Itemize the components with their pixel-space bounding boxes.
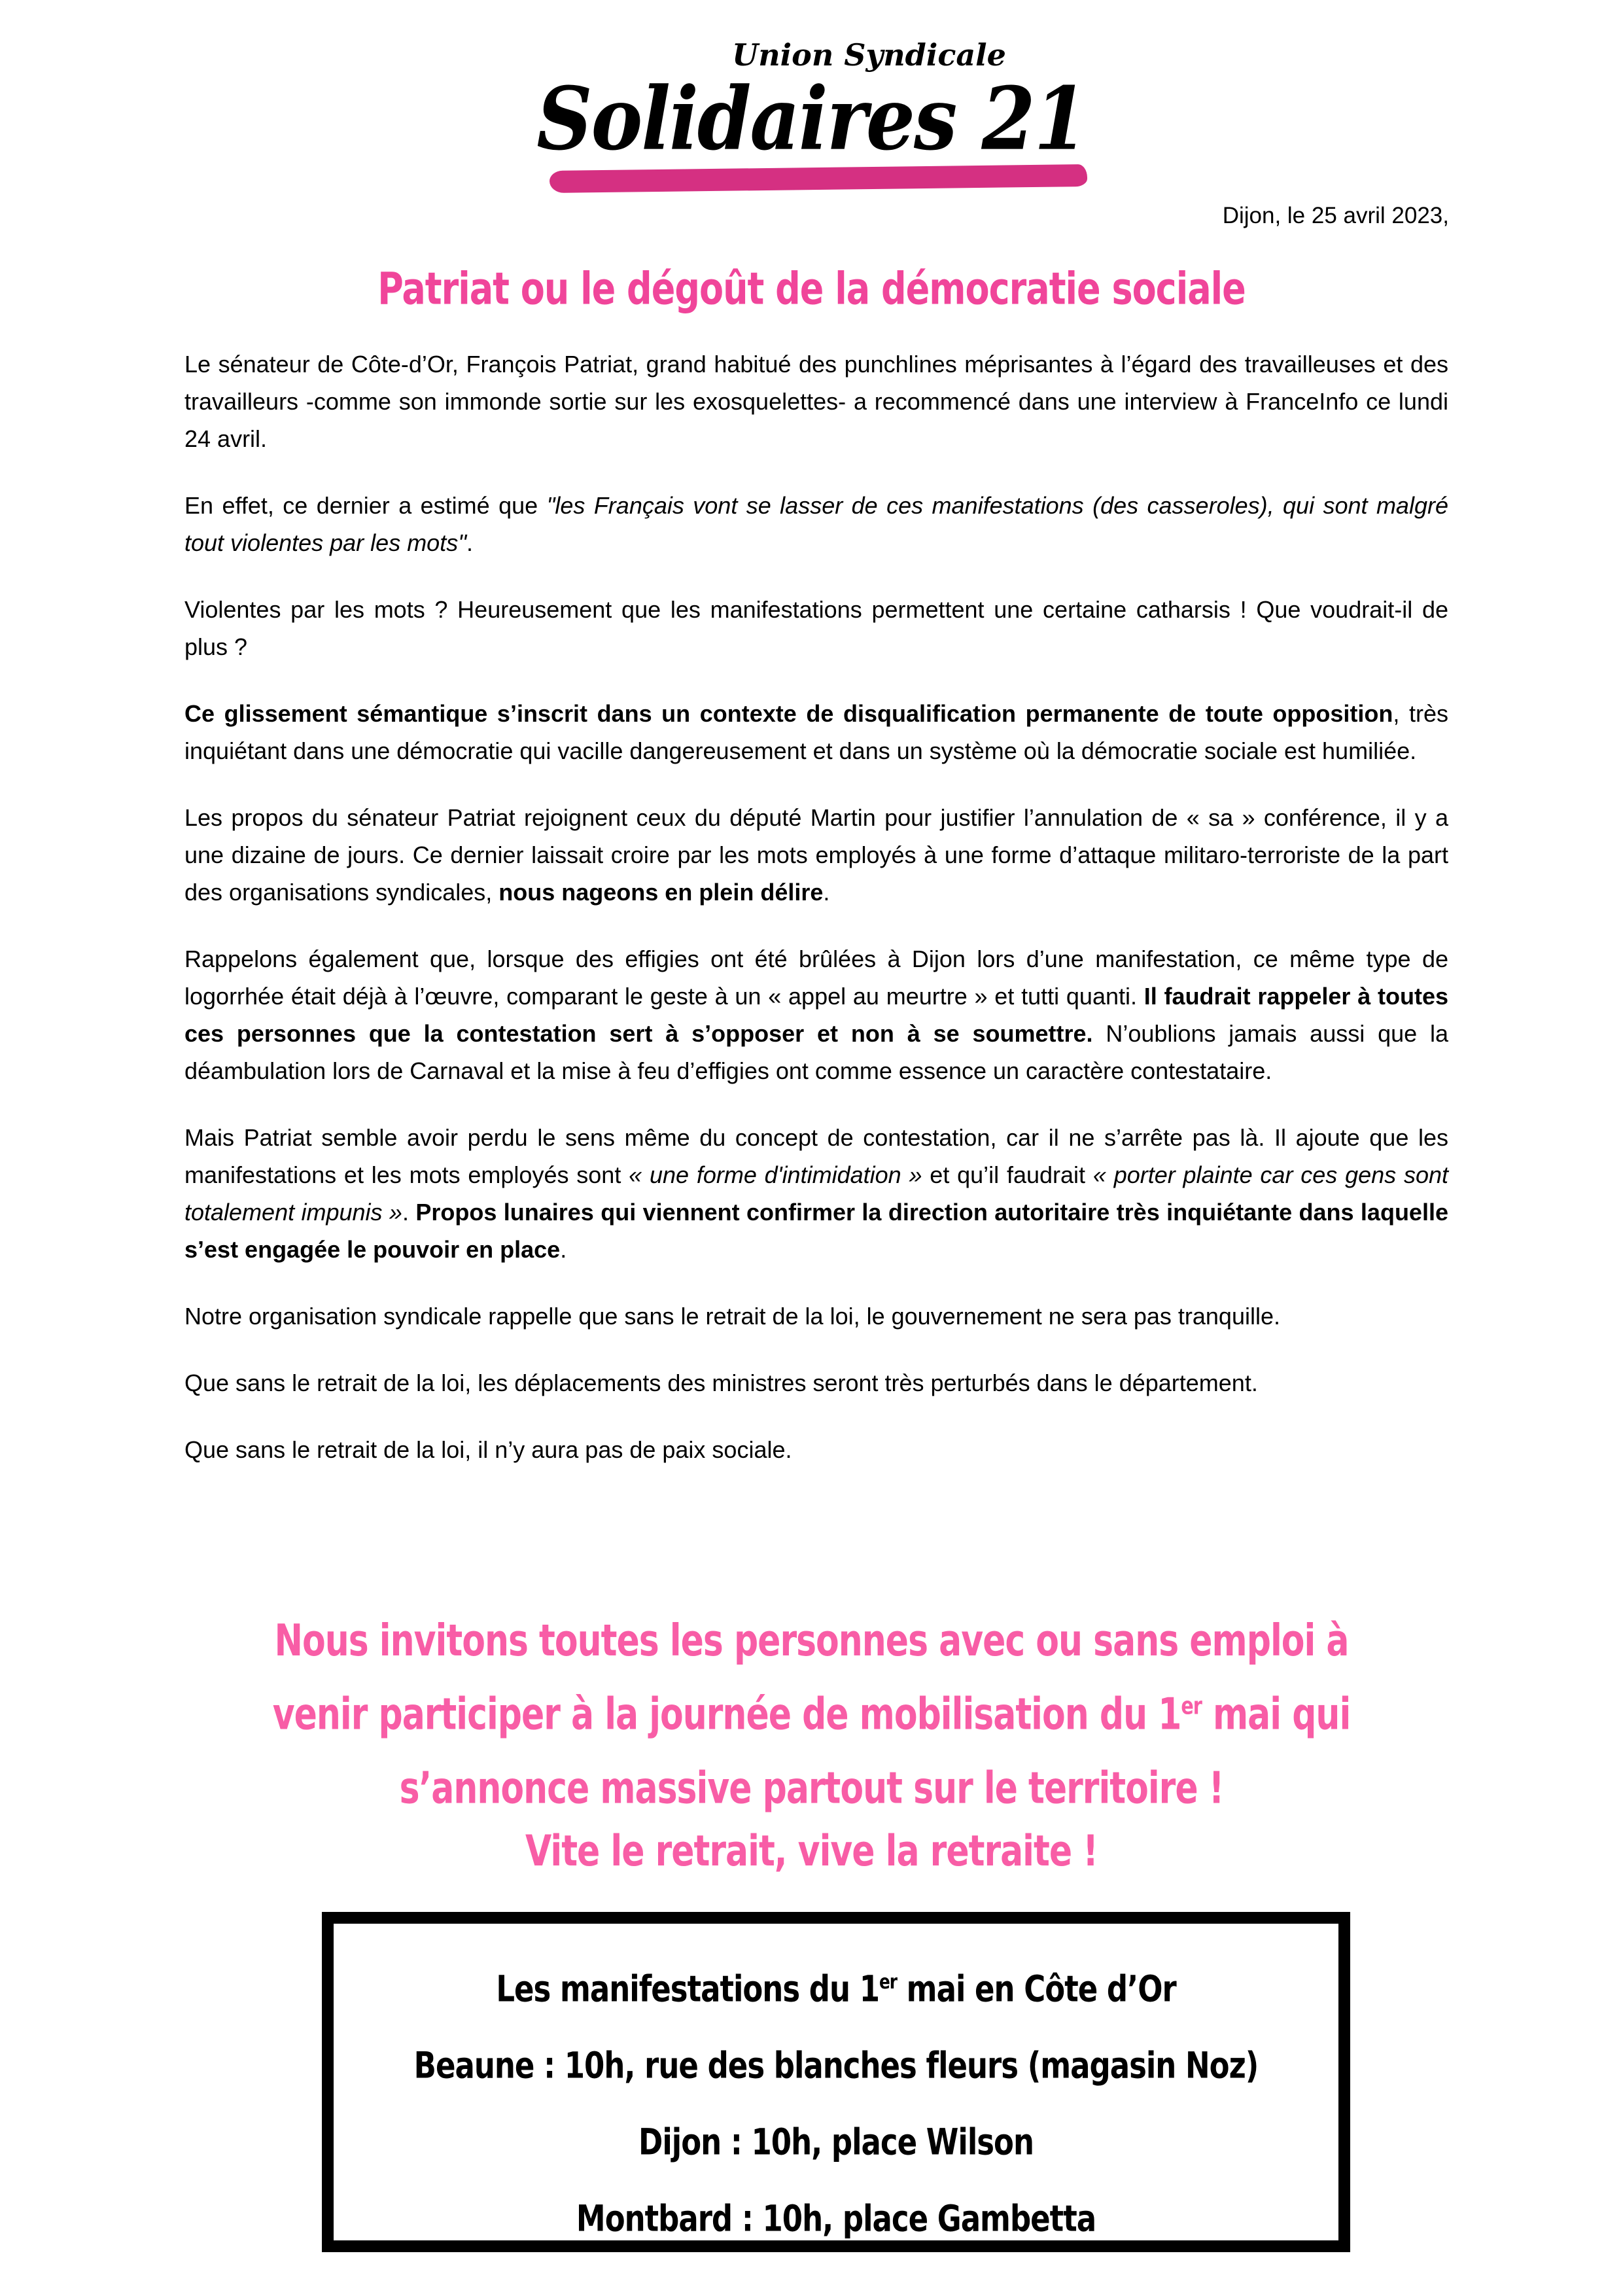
text-segment: er bbox=[879, 1969, 898, 1994]
text-segment: Les propos du sénateur Patriat rejoignent ceux du député Martin pour justifier l’annulation de « sa » conférence, il y a une dizaine de jours. Ce dernier laissait croire par les mots employés à une forme d’attaque militaro-terroriste de la part des organisations syndicales, bbox=[184, 804, 1448, 906]
text-segment: s’annonce massive partout sur le territoire ! bbox=[399, 1763, 1224, 1814]
invitation-line bbox=[0, 1604, 1623, 1678]
text-segment: Propos lunaires qui viennent confirmer la direction autoritaire très inquiétante dans laquelle s’est engagée le pouvoir en place bbox=[184, 1199, 1448, 1263]
body-paragraph bbox=[184, 1298, 1448, 1335]
events-box-content bbox=[334, 1924, 1338, 2257]
event-line: Montbard : 10h, place Gambetta bbox=[576, 2197, 1096, 2240]
text-segment: et qu’il faudrait bbox=[922, 1161, 1093, 1188]
invitation-banner bbox=[0, 1604, 1623, 1826]
text-segment: « une forme d'intimidation » bbox=[629, 1161, 922, 1188]
text-segment: « porter plainte car ces gens sont totalement impunis » bbox=[184, 1161, 1448, 1226]
text-segment: Notre organisation syndicale rappelle que sans le retrait de la loi, le gouvernement ne sera pas tranquille. bbox=[184, 1303, 1280, 1330]
logo-solidaires-21-text: Solidaires 21 bbox=[536, 67, 1087, 169]
text-segment: "les Français vont se lasser de ces manifestations (des casseroles), qui sont malgré tout violentes par les mots" bbox=[184, 492, 1448, 556]
invitation-line bbox=[0, 1752, 1623, 1826]
text-segment: Le sénateur de Côte-d’Or, François Patriat, grand habitué des punchlines méprisantes à l’égard des travailleuses et des travailleurs -comme son immonde sortie sur les exosquelettes- a recommencé dans une interview à FranceInfo ce lundi 24 avril. bbox=[184, 351, 1448, 452]
event-line: Dijon : 10h, place Wilson bbox=[638, 2121, 1034, 2163]
text-segment: Violentes par les mots ? Heureusement que les manifestations permettent une certaine catharsis ! Que voudrait-il de plus ? bbox=[184, 596, 1448, 660]
text-segment: nous nageons en plein délire bbox=[498, 879, 824, 906]
body-paragraph bbox=[184, 487, 1448, 561]
dateline: Dijon, le 25 avril 2023, bbox=[1222, 203, 1449, 228]
text-segment: Rappelons également que, lorsque des effigies ont été brûlées à Dijon lors d’une manifestation, ce même type de logorrhée était déjà à l’œuvre, comparant le geste à un « appel au meurtre » et tutti quanti. bbox=[184, 945, 1448, 1010]
union-logo bbox=[0, 38, 1623, 190]
text-segment: Que sans le retrait de la loi, les déplacements des ministres seront très perturbés dans le département. bbox=[184, 1369, 1258, 1396]
text-segment: venir participer à la journée de mobilisation du 1 bbox=[272, 1689, 1181, 1740]
body-text bbox=[184, 345, 1448, 1498]
events-box bbox=[322, 1912, 1350, 2252]
body-paragraph bbox=[184, 695, 1448, 769]
text-segment: . bbox=[560, 1236, 567, 1263]
body-paragraph bbox=[184, 940, 1448, 1089]
text-segment: , très inquiétant dans une démocratie qui vacille dangereusement et dans un système où la démocratie sociale est humiliée. bbox=[184, 700, 1448, 764]
invitation-line bbox=[0, 1678, 1623, 1752]
slogan-text: Vite le retrait, vive la retraite ! bbox=[525, 1827, 1098, 1876]
body-paragraph bbox=[184, 345, 1448, 457]
text-segment: . bbox=[466, 529, 473, 556]
text-segment: mai qui bbox=[1201, 1689, 1351, 1740]
text-segment: Que sans le retrait de la loi, il n’y aura pas de paix sociale. bbox=[184, 1436, 792, 1463]
event-line: Beaune : 10h, rue des blanches fleurs (magasin Noz) bbox=[413, 2044, 1259, 2087]
body-paragraph bbox=[184, 1119, 1448, 1268]
text-segment: Ce glissement sémantique s’inscrit dans un contexte de disqualification permanente de toute opposition bbox=[184, 700, 1393, 727]
body-paragraph bbox=[184, 1431, 1448, 1468]
text-segment: Nous invitons toutes les personnes avec ou sans emploi à bbox=[274, 1616, 1349, 1667]
text-segment: Mais Patriat semble avoir perdu le sens même du concept de contestation, car il ne s’arrête pas là. Il ajoute que les manifestations et les mots employés sont bbox=[184, 1124, 1448, 1188]
body-paragraph bbox=[184, 591, 1448, 665]
text-segment: . bbox=[823, 879, 830, 906]
events-box-title bbox=[334, 1951, 1338, 2027]
document-title: Patriat ou le dégoût de la démocratie sociale bbox=[377, 263, 1246, 315]
text-segment: Les manifestations du 1 bbox=[496, 1968, 880, 2010]
logo-union-syndicale-text: Union Syndicale bbox=[732, 37, 1006, 73]
text-segment: N’oublions jamais aussi que la déambulation lors de Carnaval et la mise à feu d’effigies ont comme essence un caractère contestataire. bbox=[184, 1020, 1449, 1084]
body-paragraph bbox=[184, 799, 1448, 911]
text-segment: er bbox=[1181, 1691, 1202, 1720]
text-segment: En effet, ce dernier a estimé que bbox=[184, 492, 547, 519]
text-segment: mai en Côte d’Or bbox=[897, 1968, 1176, 2010]
text-segment: . bbox=[402, 1199, 416, 1226]
body-paragraph bbox=[184, 1364, 1448, 1402]
text-segment: Il faudrait rappeler à toutes ces personnes que la contestation sert à s’opposer et non à se soumettre. bbox=[184, 983, 1448, 1047]
